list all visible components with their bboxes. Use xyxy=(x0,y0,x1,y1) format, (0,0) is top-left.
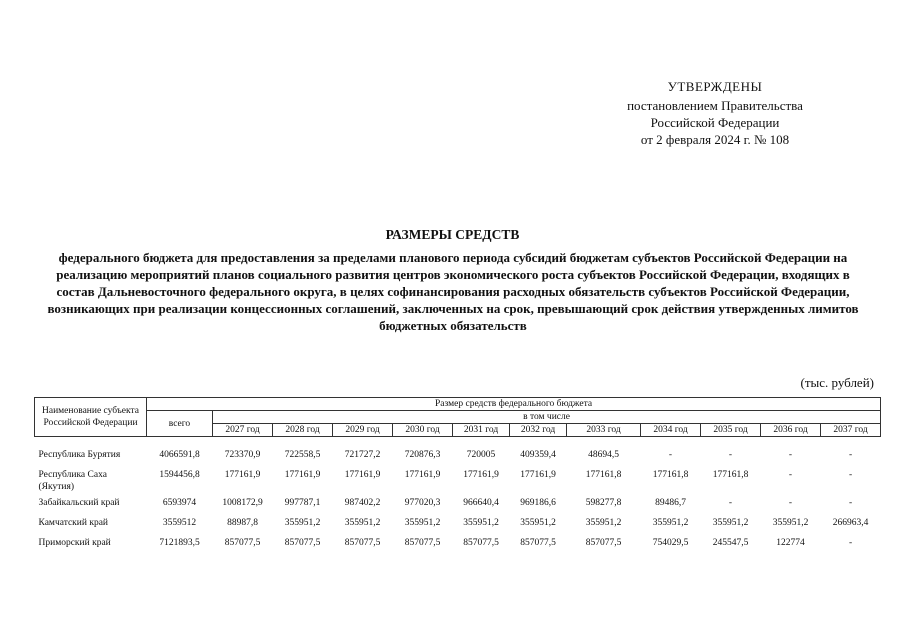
year-value-cell: 177161,9 xyxy=(344,470,381,480)
spacer-row xyxy=(35,437,881,448)
year-value-cell: 266963,4 xyxy=(832,518,869,528)
total-cell: 1594456,8 xyxy=(159,470,200,480)
table-row xyxy=(35,447,881,467)
subject-name-cell: Камчатский край xyxy=(38,518,108,528)
year-value-cell: 721727,2 xyxy=(344,450,381,460)
year-value-cell: 177161,9 xyxy=(224,470,261,480)
subject-name-cell: Республика Бурятия xyxy=(38,450,121,460)
year-value-cell: 355951,2 xyxy=(284,518,321,528)
subject-name-cell: Забайкальский край xyxy=(38,498,120,508)
year-value-cell: 598277,8 xyxy=(585,498,622,508)
year-value-cell: 720005 xyxy=(466,450,496,460)
subject-name-cell: Приморский край xyxy=(38,538,111,548)
header-year: 2029 год xyxy=(333,424,393,437)
year-value-cell: 969186,6 xyxy=(520,498,556,508)
table-header xyxy=(35,398,881,437)
subject-name-cell: Республика Саха (Якутия) xyxy=(38,470,107,492)
year-value-cell: 1008172,9 xyxy=(222,498,263,508)
year-value-cell: 977020,3 xyxy=(404,498,441,508)
units-note: (тыс. рублей) xyxy=(800,375,874,390)
header-year: 2032 год xyxy=(510,424,567,437)
table-body xyxy=(35,437,881,556)
year-value-cell: - xyxy=(848,498,853,508)
year-value-cell: - xyxy=(788,470,793,480)
header-funds: Размер средств федерального бюджета xyxy=(147,398,881,411)
year-value-cell: 89486,7 xyxy=(655,498,686,508)
year-value-cell: - xyxy=(668,450,673,460)
year-value-cell: - xyxy=(848,450,853,460)
total-cell: 7121893,5 xyxy=(159,538,200,548)
year-value-cell: 355951,2 xyxy=(404,518,441,528)
table-row xyxy=(35,495,881,515)
year-value-cell: 722558,5 xyxy=(284,450,321,460)
year-value-cell: 857077,5 xyxy=(520,538,556,548)
year-value-cell: 177161,9 xyxy=(520,470,556,480)
approval-title: УТВЕРЖДЕНЫ xyxy=(667,79,763,94)
year-value-cell: 723370,9 xyxy=(224,450,261,460)
year-value-cell: 754029,5 xyxy=(652,538,689,548)
header-subject-name: Наименование субъекта Российской Федерации xyxy=(35,398,147,437)
document-subtitle: федерального бюджета для предоставления за пределами планового периода субсидий бюджетам субъектов Российской Федерации на реализацию мероприятий планов социального развития центров экономического роста субъектов Российской Федерации, входящих в состав Дальневосточного федерального округа, в целях софинансирования расходных обязательств субъектов Российской Федерации, возникающих при реализации концессионных соглашений, заключенных на срок, превышающий срок действия утвержденных лимитов бюджетных обязательств xyxy=(47,250,859,333)
header-year: 2031 год xyxy=(453,424,510,437)
year-value-cell: 857077,5 xyxy=(284,538,321,548)
header-year: 2027 год xyxy=(213,424,273,437)
year-value-cell: 88987,8 xyxy=(227,518,258,528)
year-value-cell: 177161,9 xyxy=(284,470,321,480)
table-row xyxy=(35,467,881,495)
header-year: 2035 год xyxy=(701,424,761,437)
budget-table xyxy=(34,397,881,555)
year-value-cell: 355951,2 xyxy=(520,518,556,528)
year-value-cell: 355951,2 xyxy=(463,518,499,528)
year-value-cell: 987402,2 xyxy=(344,498,381,508)
year-value-cell: - xyxy=(728,450,733,460)
year-value-cell: 355951,2 xyxy=(652,518,689,528)
year-value-cell: 245547,5 xyxy=(712,538,749,548)
table-row xyxy=(35,535,881,555)
year-value-cell: 857077,5 xyxy=(463,538,499,548)
year-value-cell: - xyxy=(788,498,793,508)
year-value-cell: 997787,1 xyxy=(284,498,321,508)
year-value-cell: 177161,9 xyxy=(463,470,499,480)
year-value-cell: 122774 xyxy=(776,538,805,548)
year-value-cell: 355951,2 xyxy=(344,518,381,528)
spacer-cell xyxy=(35,437,881,448)
year-value-cell: 48694,5 xyxy=(588,450,619,460)
header-year: 2036 год xyxy=(761,424,821,437)
year-value-cell: 177161,8 xyxy=(712,470,749,480)
year-value-cell: 409359,4 xyxy=(520,450,556,460)
year-value-cell: 177161,9 xyxy=(404,470,441,480)
year-value-cell: - xyxy=(728,498,733,508)
header-including: в том числе xyxy=(213,411,881,424)
year-value-cell: 857077,5 xyxy=(344,538,381,548)
year-value-cell: - xyxy=(848,538,853,548)
year-value-cell: 966640,4 xyxy=(463,498,499,508)
year-value-cell: 857077,5 xyxy=(585,538,622,548)
header-year: 2037 год xyxy=(821,424,881,437)
header-year: 2030 год xyxy=(393,424,453,437)
year-value-cell: - xyxy=(788,450,793,460)
year-value-cell: 355951,2 xyxy=(712,518,749,528)
total-cell: 3559512 xyxy=(162,518,197,528)
approval-block xyxy=(580,78,850,148)
approval-line-1: постановлением Правительства xyxy=(627,98,803,113)
year-value-cell: 355951,2 xyxy=(772,518,809,528)
header-year: 2034 год xyxy=(641,424,701,437)
year-value-cell: 857077,5 xyxy=(224,538,261,548)
header-total: всего xyxy=(147,411,213,437)
header-year: 2028 год xyxy=(273,424,333,437)
year-value-cell: 177161,8 xyxy=(652,470,689,480)
year-value-cell: 720876,3 xyxy=(404,450,441,460)
header-year: 2033 год xyxy=(567,424,641,437)
document-title: РАЗМЕРЫ СРЕДСТВ xyxy=(385,227,520,242)
year-value-cell: 857077,5 xyxy=(404,538,441,548)
approval-line-3: от 2 февраля 2024 г. № 108 xyxy=(640,132,790,147)
year-value-cell: 177161,8 xyxy=(585,470,622,480)
table-row xyxy=(35,515,881,535)
approval-line-2: Российской Федерации xyxy=(650,115,780,130)
year-value-cell: 355951,2 xyxy=(585,518,622,528)
year-value-cell: - xyxy=(848,470,853,480)
total-cell: 6593974 xyxy=(162,498,197,508)
total-cell: 4066591,8 xyxy=(159,450,200,460)
